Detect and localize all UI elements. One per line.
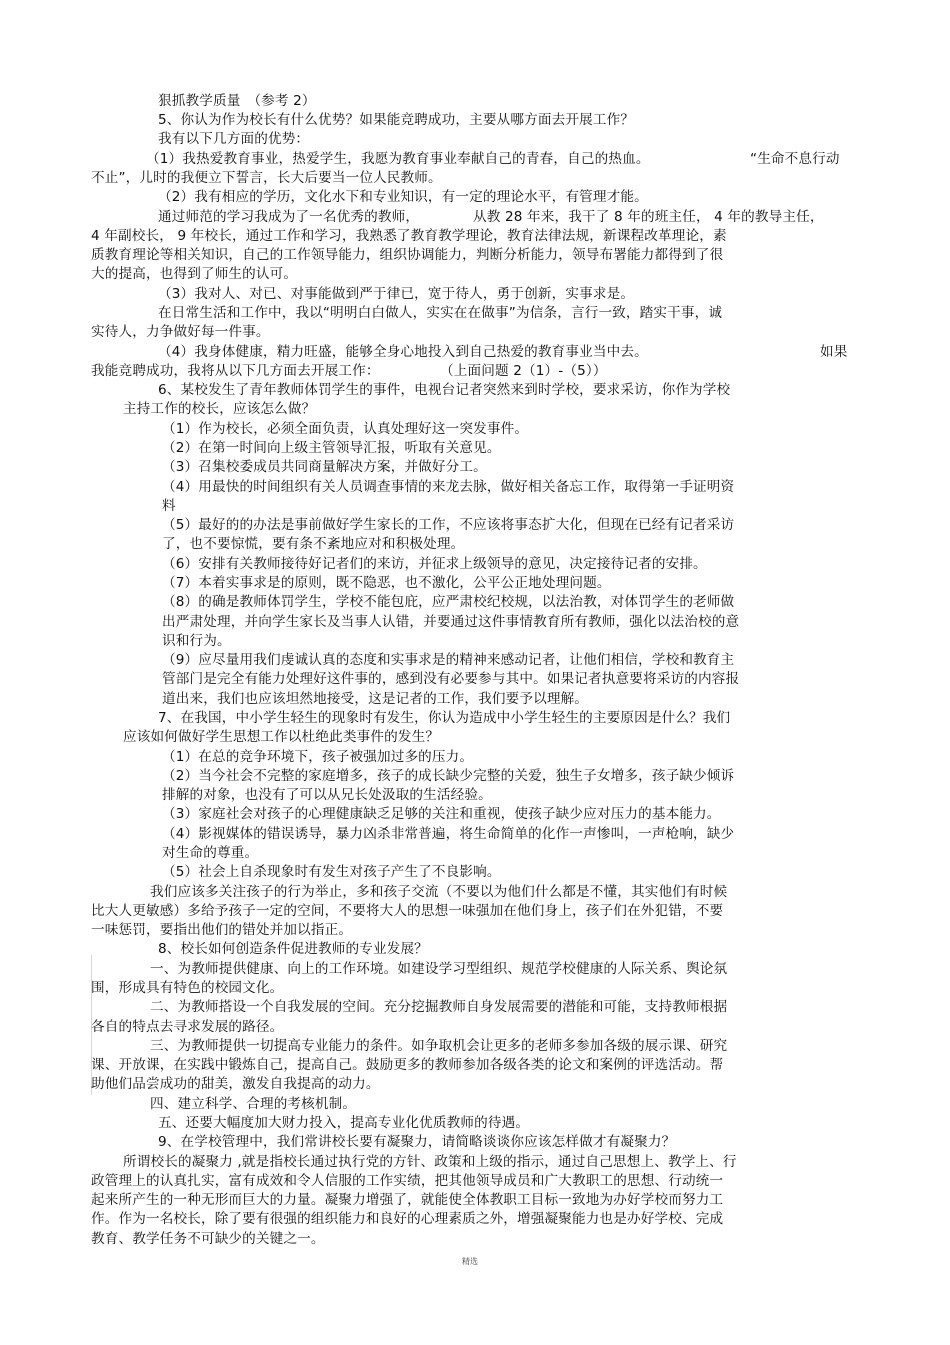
text-line: 应该如何做好学生思想工作以杜绝此类事件的发生？ <box>123 729 440 745</box>
text-line: 4 年副校长， 9 年校长，通过工作和学习，我熟悉了教育教学理论，教育法律法规，新课程改革理论，素 <box>91 228 727 244</box>
text-line: （3）我对人、对已、对事能做到严于律已，宽于待人，勇于创新，实事求是。 <box>158 286 635 302</box>
text-line: 从教 28 年来，我干了 8 年的班主任， 4 年的教导主任， <box>473 209 824 225</box>
question-7-heading: 7、在我国，中小学生轻生的现象时有发生，你认为造成中小学生轻生的主要原因是什么？我们 <box>158 710 731 726</box>
text-line: 作。作为一名校长，除了要有很强的组织能力和良好的心理素质之外，增强凝聚能力也是办好学校、完成 <box>91 1211 724 1227</box>
text-line: 一味惩罚，要指出他们的错处并加以指正。 <box>91 922 353 938</box>
text-line: （1）作为校长，必须全面负责，认真处理好这一突发事件。 <box>162 421 529 437</box>
text-line: （2）当今社会不完整的家庭增多，孩子的成长缺少完整的关爱，独生子女增多，孩子缺少倾诉 <box>162 768 735 784</box>
text-line: 排解的对象，也没有了可以从兄长处汲取的生活经验。 <box>162 787 492 803</box>
text-line: 我有以下几方面的优势： <box>158 131 310 147</box>
text-line: 在日常生活和工作中，我以“明明白白做人，实实在在做事”为信条，言行一致，踏实干事，诚 <box>158 305 723 321</box>
text-line: 围，形成具有特色的校园文化。 <box>91 980 284 996</box>
text-line: （9）应尽量用我们虔诚认真的态度和实事求是的精神来感动记者，让他们相信，学校和教育主 <box>162 652 735 668</box>
text-line: （2）在第一时间向上级主管领导汇报，听取有关意见。 <box>162 440 501 456</box>
text-line: 实待人，力争做好每一件事。 <box>91 324 270 340</box>
text-line: （5）最好的的办法是事前做好学生家长的工作，不应该将事态扩大化，但现在已经有记者采访 <box>162 517 735 533</box>
text-line: （3）召集校委成员共同商量解决方案，并做好分工。 <box>162 459 487 475</box>
text-line: “生命不息行动 <box>750 151 840 167</box>
text-line: 起来所产生的一种无形而巨大的力量。凝聚力增强了，就能使全体教职工目标一致地为办好学校而努力工 <box>91 1192 724 1208</box>
text-line: 道出来，我们也应该坦然地接受，这是记者的工作，我们要予以理解。 <box>162 691 589 707</box>
text-line: （6）安排有关教师接待好记者们的来访，并征求上级领导的意见，决定接待记者的安排。 <box>162 556 707 572</box>
text-line: （4）用最快的时间组织有关人员调查事情的来龙去脉，做好相关备忘工作，取得第一手证明资 <box>162 479 735 495</box>
text-line: （1）我热爱教育事业，热爱学生，我愿为教育事业奉献自己的青春，自己的热血。 <box>146 151 650 167</box>
text-line: 助他们品尝成功的甜美，激发自我提高的动力。 <box>91 1076 380 1092</box>
question-6-heading: 6、某校发生了青年教师体罚学生的事件，电视台记者突然来到时学校，要求采访，你作为学校 <box>158 382 731 398</box>
text-line: 识和行为。 <box>162 633 231 649</box>
text-line: （7）本着实事求是的原则，既不隐恶，也不激化，公平公正地处理问题。 <box>162 575 611 591</box>
text-line: 五、还要大幅度加大财力投入，提高专业化优质教师的待遇。 <box>158 1115 530 1131</box>
question-8-heading: 8、校长如何创造条件促进教师的专业发展？ <box>158 941 428 957</box>
text-line: 了，也不要惊慌，要有条不紊地应对和积极处理。 <box>162 536 465 552</box>
text-line: 课、开放课，在实践中锻炼自己，提高自己。鼓励更多的教师参加各级各类的论文和案例的评选活动。帮 <box>91 1057 724 1073</box>
text-line: 四、建立科学、合理的考核机制。 <box>150 1096 357 1112</box>
text-line: 对生命的尊重。 <box>162 845 259 861</box>
text-line: 质教育理论等相关知识，自己的工作领导能力，组织协调能力，判断分析能力，领导布署能力都得到了很 <box>91 247 724 263</box>
text-line: 我能竞聘成功，我将从以下几方面去开展工作： <box>91 363 380 379</box>
text-line: 各自的特点去寻求发展的路径。 <box>91 1019 284 1035</box>
text-line: 如果 <box>820 344 848 360</box>
text-line: （3）家庭社会对孩子的心理健康缺乏足够的关注和重视，使孩子缺少应对压力的基本能力。 <box>162 806 721 822</box>
text-line: 比大人更敏感）多给予孩子一定的空间，不要将大人的思想一味强加在他们身上，孩子们在外犯错，不要 <box>91 903 724 919</box>
text-line: 大的提高，也得到了师生的认可。 <box>91 266 298 282</box>
page-footer: 精选 <box>462 1257 478 1266</box>
text-line: 三、为教师提供一切提高专业能力的条件。如争取机会让更多的老师多参加各级的展示课、研究 <box>150 1038 728 1054</box>
question-9-heading: 9、在学校管理中，我们常讲校长要有凝聚力，请简略谈谈你应该怎样做才有凝聚力？ <box>158 1134 676 1150</box>
text-line: 我们应该多关注孩子的行为举止，多和孩子交流（不要以为他们什么都是不懂，其实他们有时候 <box>150 884 728 900</box>
text-line: 不止”，儿时的我便立下誓言，长大后要当一位人民教师。 <box>91 170 442 186</box>
text-line: 通过师范的学习我成为了一名优秀的教师， <box>158 209 420 225</box>
text-line: （1）在总的竞争环境下，孩子被强加过多的压力。 <box>162 749 474 765</box>
text-line: 一、为教师提供健康、向上的工作环境。如建设学习型组织、规范学校健康的人际关系、舆论氛 <box>150 961 728 977</box>
text-line: （上面问题 2（1）-（5）） <box>440 363 607 379</box>
text-line: 管部门是完全有能力处理好这件事的，感到没有必要参与其中。如果记者执意要将采访的内容报 <box>162 671 740 687</box>
text-line: （2）我有相应的学历，文化水下和专业知识，有一定的理论水平，有管理才能。 <box>158 189 648 205</box>
question-5-heading: 5、你认为作为校长有什么优势？如果能竞聘成功，主要从哪方面去开展工作？ <box>158 112 635 128</box>
text-line: （4）我身体健康，精力旺盛，能够全身心地投入到自己热爱的教育事业当中去。 <box>158 344 648 360</box>
text-line: （8）的确是教师体罚学生，学校不能包庇，应严肃校纪校规，以法治教，对体罚学生的老师做 <box>162 594 735 610</box>
text-line: 教育、教学任务不可缺少的关键之一。 <box>91 1231 325 1247</box>
text-line: （5）社会上自杀现象时有发生对孩子产生了不良影响。 <box>162 864 501 880</box>
text-line: 出严肃处理，并向学生家长及当事人认错，并要通过这件事情教育所有教师，强化以法治校的意 <box>162 614 740 630</box>
text-line: 政管理上的认真扎实，富有成效和令人信服的工作实绩，把其他领导成员和广大教职工的思想、行动统一 <box>91 1173 724 1189</box>
text-line: （4）影视媒体的错误诱导，暴力凶杀非常普遍，将生命简单的化作一声惨叫，一声枪响，缺少 <box>162 826 735 842</box>
text-line: 所谓校长的凝聚力 ,就是指校长通过执行党的方针、政策和上级的指示，通过自己思想上、教学上、行 <box>123 1154 737 1170</box>
text-line: 主持工作的校长，应该怎么做？ <box>123 401 316 417</box>
text-line: 狠抓教学质量 （参考 2） <box>158 93 316 109</box>
text-line: 料 <box>162 498 176 514</box>
text-line: 二、为教师搭设一个自我发展的空间。充分挖掘教师自身发展需要的潜能和可能，支持教师根据 <box>150 999 728 1015</box>
